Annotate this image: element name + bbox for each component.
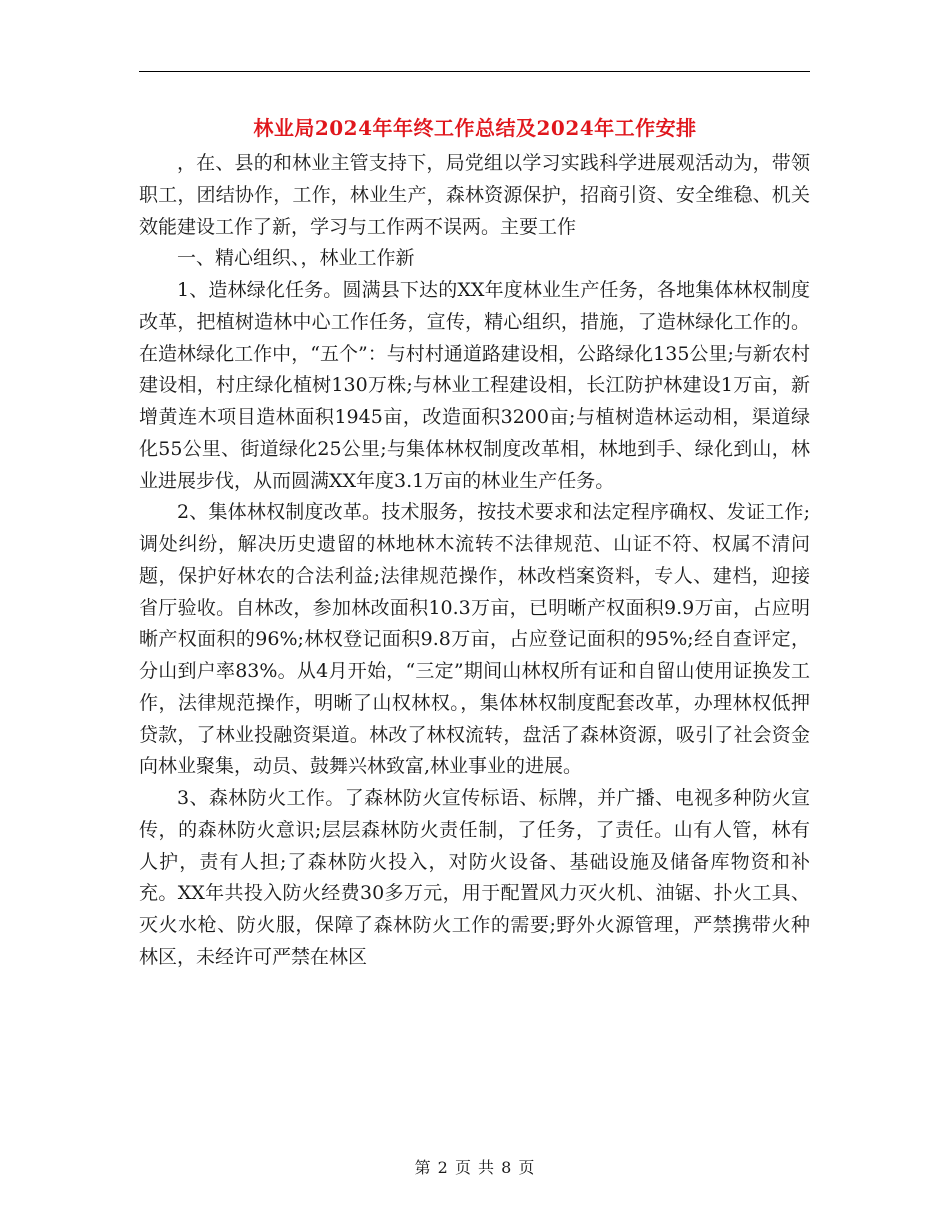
paragraph-afforestation: 1、造林绿化任务。圆满县下达的XX年度林业生产任务，各地集体林权制度改革，把植树造林中心工作任务，宣传，精心组织，措施，了造林绿化工作的。在造林绿化工作中，“五个”：与村村通道路建设相，公路绿化135公里;与新农村建设相，村庄绿化植树130万株;与林业工程建设相，长江防护林建设1万亩，新增黄连木项目造林面积1945亩，改造面积3200亩;与植树造林运动相，渠道绿化55公里、街道绿化25公里;与集体林权制度改革相，林地到手、绿化到山，林业进展步伐，从而圆满XX年度3.1万亩的林业生产任务。 [139,279,810,492]
header-rule [139,71,810,72]
page-footer: 第 2 页 共 8 页 [414,1158,536,1177]
document-body [139,148,810,974]
document-title: 林业局2024年年终工作总结及2024年工作安排 [253,116,697,140]
paragraph-fire-prevention: 3、森林防火工作。了森林防火宣传标语、标牌，并广播、电视多种防火宣传，的森林防火意识;层层森林防火责任制，了任务，了责任。山有人管，林有人护，责有人担;了森林防火投入，对防火设备、基础设施及储备库物资和补充。XX年共投入防火经费30多万元，用于配置风力灭火机、油锯、扑火工具、灭火水枪、防火服，保障了森林防火工作的需要;野外火源管理，严禁携带火种林区，未经许可严禁在林区 [139,787,810,968]
paragraph-forest-tenure-reform: 2、集体林权制度改革。技术服务，按技术要求和法定程序确权、发证工作;调处纠纷，解决历史遗留的林地林木流转不法律规范、山证不符、权属不清问题，保护好林农的合法利益;法律规范操作，林改档案资料，专人、建档，迎接省厅验收。自林改，参加林改面积10.3万亩，已明晰产权面积9.9万亩，占应明晰产权面积的96%;林权登记面积9.8万亩，占应登记面积的95%;经自查评定，分山到户率83%。从4月开始，“三定”期间山林权所有证和自留山使用证换发工作，法律规范操作，明晰了山权林权。，集体林权制度配套改革，办理林权低押贷款，了林业投融资渠道。林改了林权流转，盘活了森林资源，吸引了社会资金向林业聚集，动员、鼓舞兴林致富,林业事业的进展。 [139,501,810,778]
paragraph-intro: ，在、县的和林业主管支持下，局党组以学习实践科学进展观活动为，带领职工，团结协作，工作，林业生产，森林资源保护，招商引资、安全维稳、机关效能建设工作了新，学习与工作两不误两。主要工作 [139,152,810,238]
section-heading-1: 一、精心组织、，林业工作新 [177,247,415,270]
